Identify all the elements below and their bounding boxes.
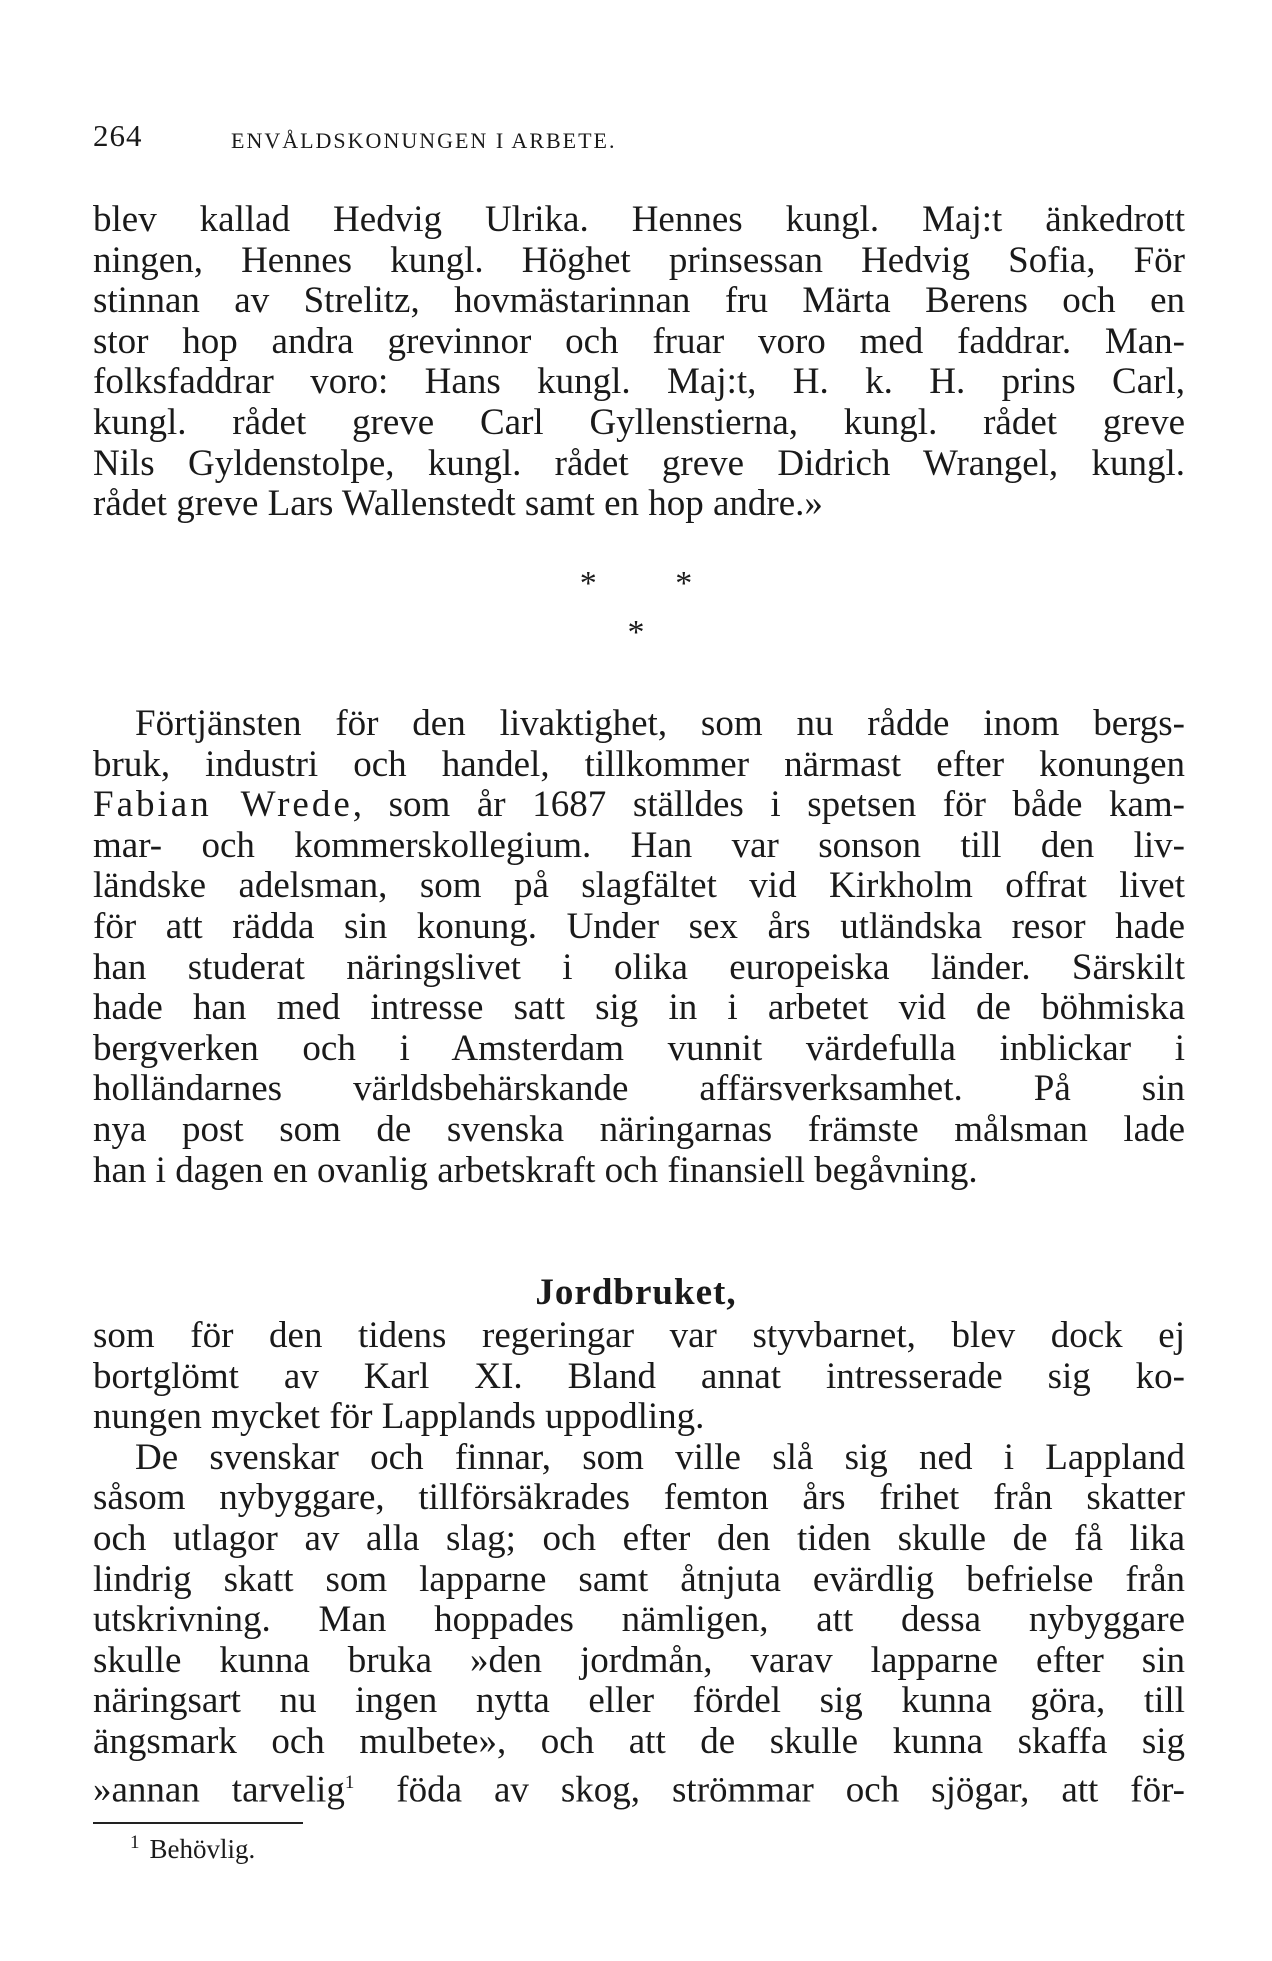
text-line: han studerat näringslivet i olika europeiska länder. Särskilt: [93, 946, 1185, 988]
text-line: holländarnes världsbehärskande affärsverksamhet. På sin: [93, 1068, 1185, 1110]
text-line: såsom nybyggare, tillförsäkrades femton års frihet från skatter: [93, 1477, 1185, 1519]
text-line: och utlagor av alla slag; och efter den tiden skulle de få lika: [93, 1517, 1185, 1559]
text-line: folksfaddrar voro: Hans kungl. Maj:t, H. k. H. prins Carl,: [93, 361, 1185, 403]
section-body: [93, 1315, 1186, 1810]
footnote-reference: 1: [344, 1771, 355, 1793]
footnote: [130, 1832, 255, 1865]
line-start: »annan tarvelig: [93, 1768, 345, 1810]
text-line: näringsart nu ingen nytta eller fördel sig kunna göra, till: [93, 1680, 1185, 1722]
section-separator-top: * *: [579, 565, 693, 602]
line-rest: föda av skog, strömmar och sjögar, att för-: [364, 1768, 1186, 1810]
text-line: kungl. rådet greve Carl Gyllenstierna, kungl. rådet greve: [93, 401, 1185, 443]
text-line: stinnan av Strelitz, hovmästarinnan fru Märta Berens och en: [93, 280, 1185, 322]
text-line: bruk, industri och handel, tillkommer närmast efter konungen: [93, 743, 1185, 785]
text-line: Nils Gyldenstolpe, kungl. rådet greve Didrich Wrangel, kungl.: [93, 442, 1185, 484]
text-line: utskrivning. Man hoppades nämligen, att dessa nybyggare: [93, 1599, 1185, 1641]
text-line: skulle kunna bruka »den jordmån, varav lapparne efter sin: [93, 1639, 1185, 1681]
text-line: hade han med intresse satt sig in i arbetet vid de böhmiska: [93, 987, 1185, 1029]
paragraph-1: [93, 200, 1185, 525]
text-line: Förtjänsten för den livaktighet, som nu rådde inom bergs-: [135, 703, 1185, 744]
text-line: rådet greve Lars Wallenstedt samt en hop andre.»: [93, 483, 823, 525]
text-line: som för den tidens regeringar var styvbarnet, blev dock ej: [93, 1315, 1185, 1356]
text-line: bergverken och i Amsterdam vunnit värdefulla inblickar i: [93, 1027, 1185, 1069]
text-line: lindrig skatt som lapparne samt åtnjuta evärdlig befrielse från: [93, 1558, 1185, 1600]
spaced-name: Fabian Wrede: [93, 784, 353, 826]
running-title: ENVÅLDSKONUNGEN I ARBETE.: [231, 128, 617, 153]
page-number: 264: [93, 118, 143, 153]
paragraph-2: [93, 704, 1185, 1191]
text-line: nya post som de svenska näringarnas främste målsman lade: [93, 1108, 1185, 1150]
running-head: [93, 118, 1193, 158]
text-line: ländske adelsman, som på slagfältet vid Kirkholm offrat livet: [93, 865, 1185, 907]
text-line: blev kallad Hedvig Ulrika. Hennes kungl. Maj:t änkedrott: [93, 199, 1185, 240]
text-line: han i dagen en ovanlig arbetskraft och finansiell begåvning.: [93, 1149, 978, 1191]
text-line: mar- och kommerskollegium. Han var sonson till den liv-: [93, 824, 1185, 866]
text-line: bortglömt av Karl XI. Bland annat intresserade sig ko-: [93, 1355, 1185, 1397]
section-separator-bottom: *: [627, 614, 645, 651]
text-line: De svenskar och finnar, som ville slå sig ned i Lappland: [135, 1436, 1185, 1478]
line-rest: , som år 1687 ställdes i spetsen för både kam-: [352, 784, 1186, 826]
text-line: nungen mycket för Lapplands uppodling.: [93, 1396, 705, 1438]
footnote-mark: 1: [130, 1832, 140, 1853]
text-line: för att rädda sin konung. Under sex års utländska resor hade: [93, 905, 1185, 947]
text-line-with-name: [93, 785, 1185, 826]
footnote-divider: [93, 1822, 303, 1824]
footnote-text: Behövlig.: [149, 1834, 256, 1864]
text-line: stor hop andra grevinnor och fruar voro med faddrar. Man-: [93, 320, 1185, 362]
text-line: ningen, Hennes kungl. Höghet prinsessan Hedvig Sofia, För: [93, 239, 1185, 281]
section-heading: Jordbruket,: [535, 1272, 737, 1313]
text-line: ängsmark och mulbete», och att de skulle kunna skaffa sig: [93, 1720, 1185, 1762]
text-line-with-footnote: [93, 1763, 1186, 1810]
